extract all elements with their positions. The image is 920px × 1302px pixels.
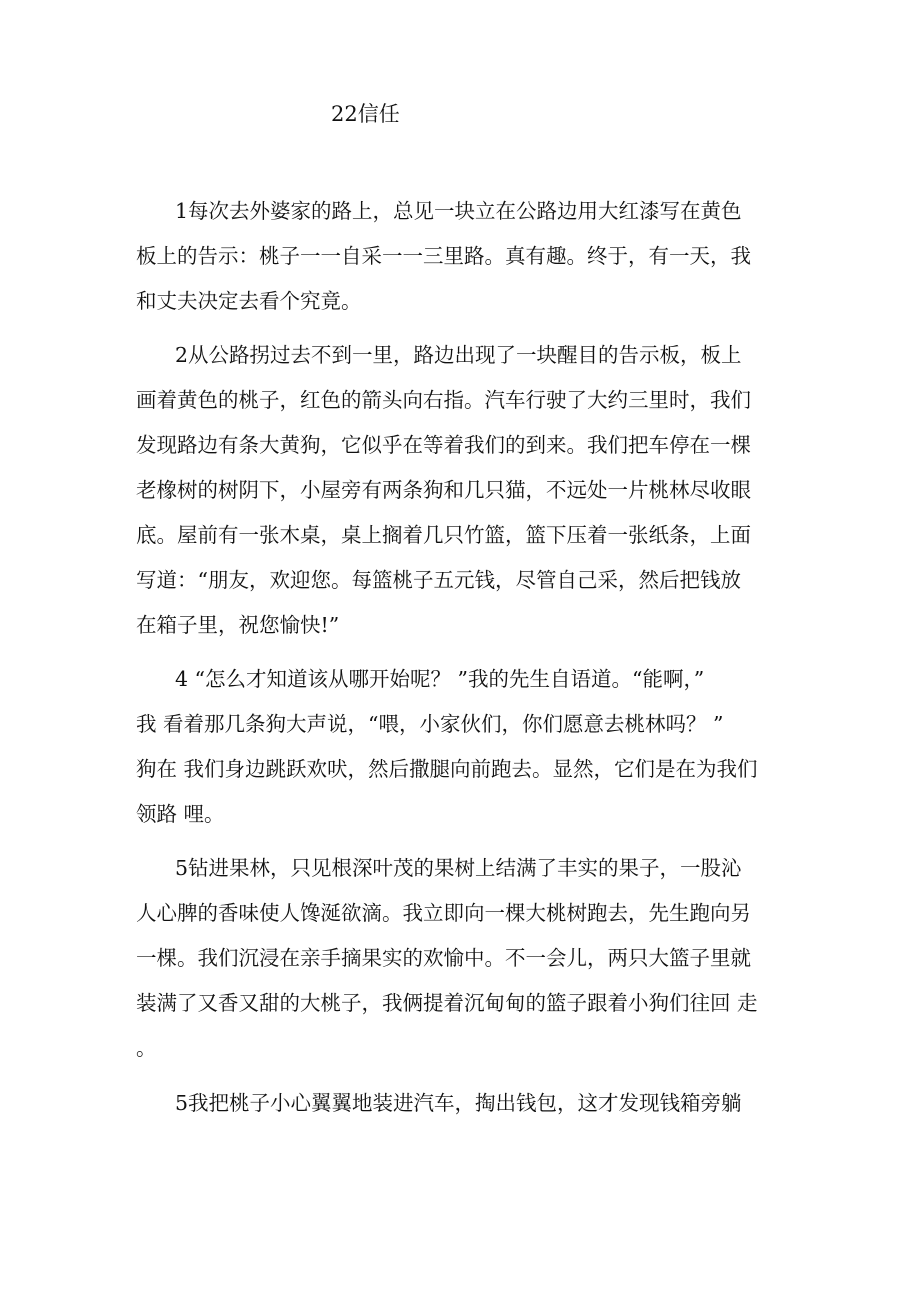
text-line: 我 看着那几条狗大声说，“喂，小家伙们，你们愿意去桃林吗？ ”	[136, 712, 724, 736]
text-line: 写道：“朋友，欢迎您。每篮桃子五元钱，尽管自己采，然后把钱放	[136, 568, 741, 592]
text-line: 领路 哩。	[136, 802, 225, 826]
text-line: 画着黄色的桃子，红色的箭头向右指。汽车行驶了大约三里时，我们	[136, 388, 751, 412]
text-line: 发现路边有条大黄狗，它似乎在等着我们的到来。我们把车停在一棵	[136, 433, 751, 457]
text-line: 一棵。我们沉浸在亲手摘果实的欢愉中。不一会儿，两只大篮子里就	[136, 946, 751, 970]
text-line: 在箱子里，祝您愉快!”	[136, 613, 340, 637]
text-line: 老橡树的树阴下，小屋旁有两条狗和几只猫，不远处一片桃林尽收眼	[136, 478, 751, 502]
text-line: 和丈夫决定去看个究竟。	[136, 289, 362, 313]
text-line: 4 “怎么才知道该从哪开始呢？ ”我的先生自语道。“能啊，”	[175, 667, 705, 691]
text-line: 5钻进果林，只见根深叶茂的果树上结满了丰实的果子，一股沁	[175, 856, 742, 880]
text-line: 5我把桃子小心翼翼地装进汽车，掏出钱包，这才发现钱箱旁躺	[175, 1091, 742, 1115]
text-line: 底。屋前有一张木桌，桌上搁着几只竹篮，篮下压着一张纸条，上面	[136, 523, 751, 547]
text-line: 人心脾的香味使人馋涎欲滴。我立即向一棵大桃树跑去，先生跑向另	[136, 901, 751, 925]
text-line: 2从公路拐过去不到一里，路边出现了一块醒目的告示板，板上	[175, 343, 742, 367]
text-line: 。	[136, 1036, 157, 1060]
text-line: 1每次去外婆家的路上，总见一块立在公路边用大红漆写在黄色	[175, 199, 742, 223]
document-title: 22信任	[331, 102, 400, 126]
text-line: 板上的告示：桃子一一自采一一三里路。真有趣。终于，有一天，我	[136, 244, 751, 268]
text-line: 狗在 我们身边跳跃欢吠，然后撒腿向前跑去。显然，它们是在为我们	[136, 757, 758, 781]
text-line: 装满了又香又甜的大桃子，我俩提着沉甸甸的篮子跟着小狗们往回 走	[136, 991, 758, 1015]
